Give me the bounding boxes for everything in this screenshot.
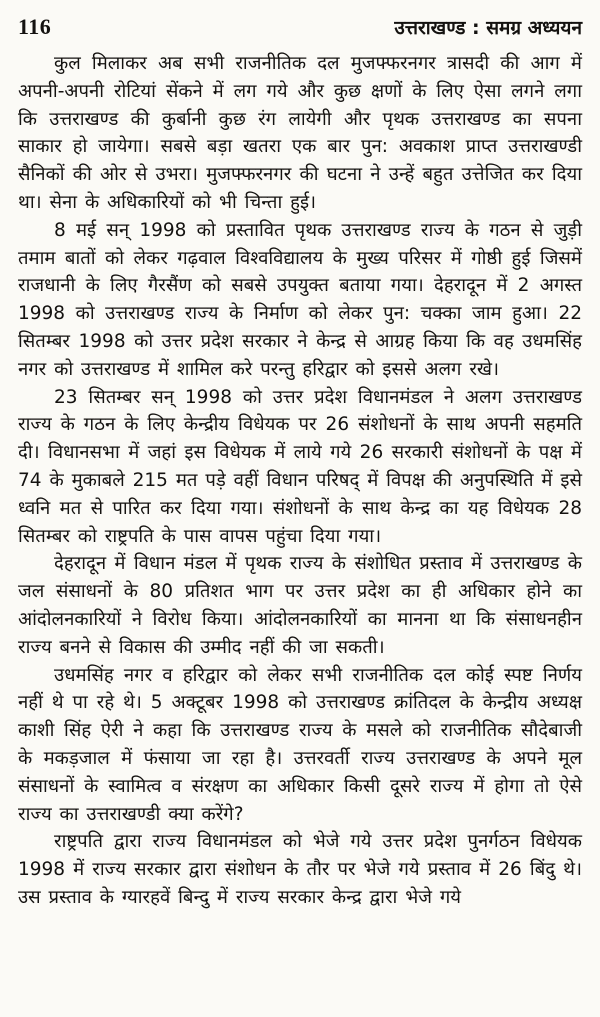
paragraph-2: 8 मई सन् 1998 को प्रस्तावित पृथक उत्तराखण्ड राज्य के गठन से जुड़ी तमाम बातों को लेकर गढ़वाल विश्वविद्यालय के मुख्य परिसर में गोष्ठी हुई जिसमें राजधानी के लिए गैरसैंण को सबसे उपयुक्त बताया गया। देहरादून में 2 अगस्त 1998 को उत्तराखण्ड राज्य के निर्माण को लेकर पुन: चक्का जाम हुआ। 22 सितम्बर 1998 को उत्तर प्रदेश सरकार ने केन्द्र से आग्रह किया कि वह उधमसिंह नगर को उत्तराखण्ड में शामिल करे परन्तु हरिद्वार को इससे अलग रखे। xyxy=(18,219,582,380)
paragraph-4: देहरादून में विधान मंडल में पृथक राज्य के संशोधित प्रस्ताव में उत्तराखण्ड के जल संसाधनों के 80 प्रतिशत भाग पर उत्तर प्रदेश का ही अधिकार होने का आंदोलनकारियों ने विरोध किया। आंदोलनकारियों का मानना था कि संसाधनहीन राज्य बनने से विकास की उम्मीद नहीं की जा सकती। xyxy=(18,553,582,658)
page-header xyxy=(18,14,582,40)
body-text xyxy=(18,50,582,912)
paragraph-6: राष्ट्रपति द्वारा राज्य विधानमंडल को भेजे गये उत्तर प्रदेश पुनर्गठन विधेयक 1998 में राज्य सरकार द्वारा संशोधन के तौर पर भेजे गये प्रस्ताव में 26 बिंदु थे। उस प्रस्ताव के ग्यारहवें बिन्दु में राज्य सरकार केन्द्र द्वारा भेजे गये xyxy=(18,831,582,908)
book-title: उत्तराखण्ड : समग्र अध्ययन xyxy=(394,17,582,39)
paragraph-3: 23 सितम्बर सन् 1998 को उत्तर प्रदेश विधानमंडल ने अलग उत्तराखण्ड राज्य के गठन के लिए केन्द्रीय विधेयक पर 26 संशोधनों के साथ अपनी सहमति दी। विधानसभा में जहां इस विधेयक में लाये गये 26 सरकारी संशोधनों के पक्ष में 74 के मुकाबले 215 मत पड़े वहीं विधान परिषद् में विपक्ष की अनुपस्थिति में इसे ध्वनि मत से पारित कर दिया गया। संशोधनों के साथ केन्द्र का यह विधेयक 28 सितम्बर को राष्ट्रपति के पास वापस पहुंचा दिया गया। xyxy=(18,386,582,547)
paragraph-5: उधमसिंह नगर व हरिद्वार को लेकर सभी राजनीतिक दल कोई स्पष्ट निर्णय नहीं थे पा रहे थे। 5 अक्टूबर 1998 को उत्तराखण्ड क्रांतिदल के केन्द्रीय अध्यक्ष काशी सिंह ऐरी ने कहा कि उत्तराखण्ड राज्य के मसले को राजनीतिक सौदेबाजी के मकड़जाल में फंसाया जा रहा है। उत्तरवर्ती राज्य उत्तराखण्ड के अपने मूल संसाधनों के स्वामित्व व संरक्षण का अधिकार किसी दूसरे राज्य में होगा तो ऐसे राज्य का उत्तराखण्डी क्या करेंगे? xyxy=(18,664,582,825)
page-number: 116 xyxy=(18,14,52,39)
paragraph-1: कुल मिलाकर अब सभी राजनीतिक दल मुजफ्फरनगर त्रासदी की आग में अपनी-अपनी रोटियां सेंकने में लग गये और कुछ क्षणों के लिए ऐसा लगने लगा कि उत्तराखण्ड की कुर्बानी कुछ रंग लायेगी और पृथक उत्तराखण्ड का सपना साकार हो जायेगा। सबसे बड़ा खतरा एक बार पुन: अवकाश प्राप्त उत्तराखण्डी सैनिकों की ओर से उभरा। मुजफ्फरनगर की घटना ने उन्हें बहुत उत्तेजित कर दिया था। सेना के अधिकारियों को भी चिन्ता हुई। xyxy=(18,53,582,213)
